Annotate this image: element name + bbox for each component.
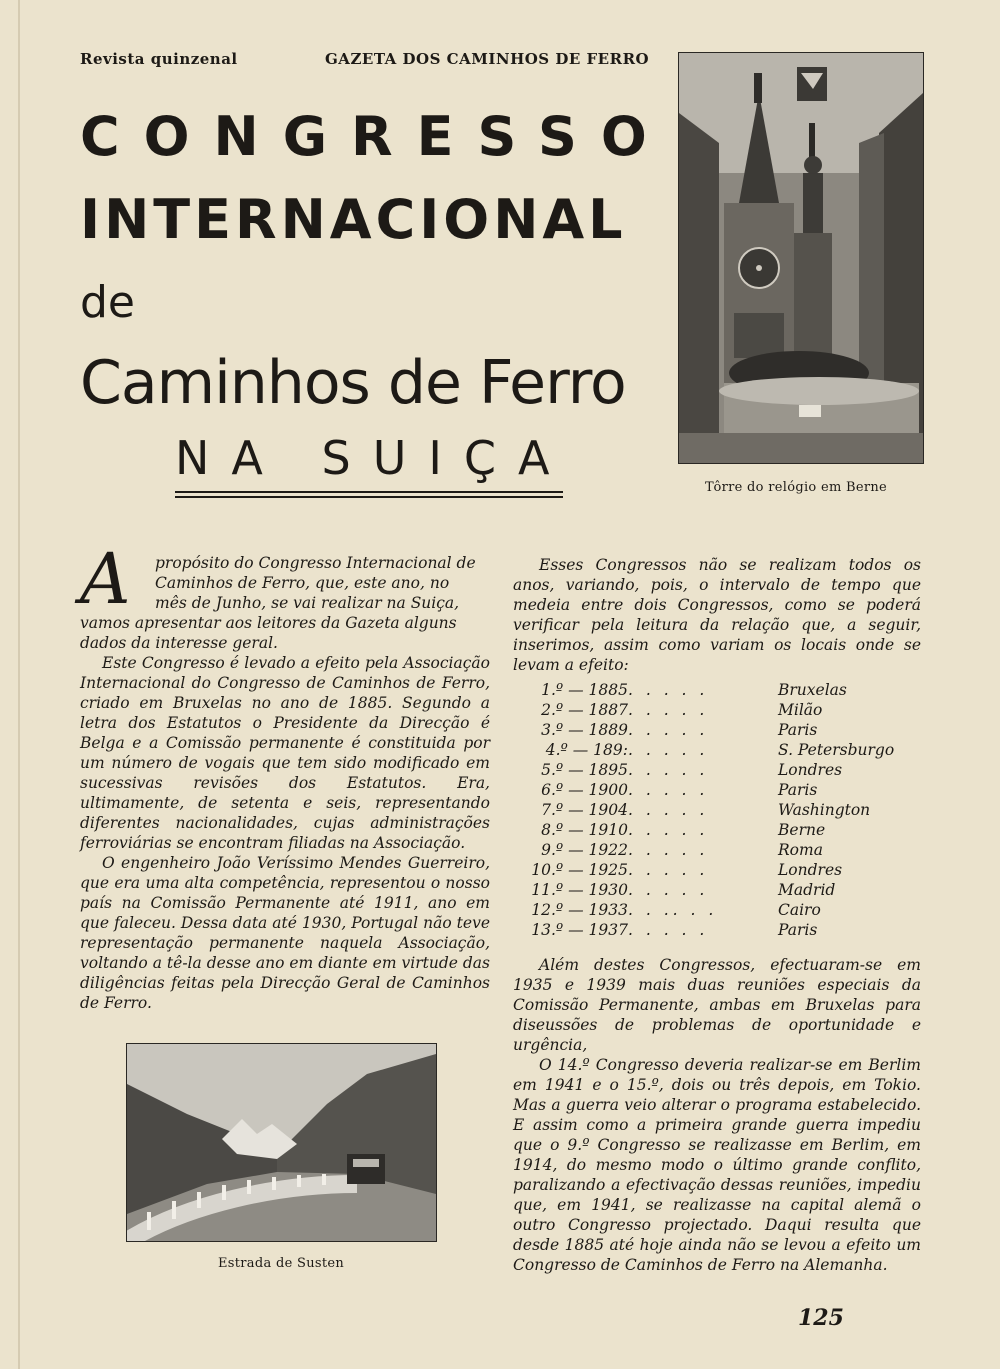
congress-number-year: 3.º — 1889	[541, 721, 628, 739]
congress-leader-dots: . . . . .	[628, 881, 709, 899]
intro-line: Caminhos de Ferro, que, este ano, no	[155, 574, 450, 592]
congress-leader-dots: . . . . .	[628, 861, 709, 879]
congress-row	[528, 880, 894, 900]
congress-leader-dots: . . .. . .	[628, 901, 718, 919]
congress-row	[528, 740, 894, 760]
congress-city: Roma	[778, 841, 823, 859]
congress-leader-dots: . . . . .	[628, 801, 709, 819]
congress-city: Paris	[778, 921, 818, 939]
congress-row	[528, 800, 894, 820]
congress-number-year: 6.º — 1900	[541, 781, 628, 799]
congress-leader-dots: . . . . .	[628, 761, 709, 779]
congress-list	[528, 680, 894, 940]
paragraph-war: O 14.º Congresso deveria realizar-se em Berlim em 1941 e o 15.º, dois ou três depois, em Tokio. Mas a guerra veio alterar o programa estabelecido. E assim como a primeira grande guerra impediu que o 9.º Congresso se realizasse em Berlim, em 1914, do mesmo modo o último grande conflito, paralizando a efectivação dessas reuniões, impediu que, em 1941, se realizasse na capital alemã o outro Congresso projectado. Daqui resulta que desde 1885 até hoje ainda não se levou a efeito um Congresso de Caminhos de Ferro na Alemanha.	[513, 1056, 921, 1274]
intro-line: dados da interesse geral.	[80, 634, 278, 652]
congress-row	[528, 900, 894, 920]
left-column-text	[80, 613, 490, 1013]
congress-leader-dots: . . . . .	[628, 781, 709, 799]
congress-city: Madrid	[778, 881, 836, 899]
congress-city: S. Petersburgo	[778, 741, 895, 759]
congress-number-year: 12.º — 1933	[531, 901, 628, 919]
congress-leader-dots: . . . . .	[628, 681, 709, 699]
congress-city: Londres	[778, 861, 843, 879]
congress-row	[528, 760, 894, 780]
title-na-suica: NA SUIÇA	[175, 431, 572, 485]
page-edge	[18, 0, 20, 1369]
congress-city: Cairo	[778, 901, 821, 919]
congress-number-year: 1.º — 1885	[541, 681, 628, 699]
drop-cap	[80, 538, 150, 620]
congress-row	[528, 780, 894, 800]
susten-road-caption: Estrada de Susten	[218, 1256, 345, 1271]
congress-number-year: 5.º — 1895	[541, 761, 628, 779]
congress-leader-dots: . . . . .	[628, 921, 709, 939]
congress-city: Washington	[778, 801, 871, 819]
congress-row	[528, 680, 894, 700]
congress-row	[528, 920, 894, 940]
intro-line: propósito do Congresso Internacional de	[155, 554, 476, 572]
congress-row	[528, 700, 894, 720]
congress-number-year: 8.º — 1910	[541, 821, 628, 839]
paragraph-special-meetings: Além destes Congressos, efectuaram-se em 1935 e 1939 mais duas reuniões especiais da Comissão Permanente, ambas em Bruxelas para diseussões de problemas de oportunidade e urgência,	[513, 956, 921, 1054]
intro-line: mês de Junho, se vai realizar na Suiça,	[155, 594, 460, 612]
susten-road-photo	[126, 1043, 437, 1242]
title-underline-2	[175, 496, 563, 498]
congress-leader-dots: . . . . .	[628, 701, 709, 719]
title-de: de	[80, 277, 135, 328]
congress-number-year: 4.º — 189:	[545, 741, 628, 759]
mountain-road-illustration	[127, 1044, 436, 1241]
congress-number-year: 9.º — 1922	[541, 841, 628, 859]
intro-lines-indented	[155, 553, 488, 613]
congress-leader-dots: . . . . .	[628, 741, 709, 759]
congress-number-year: 7.º — 1904	[541, 801, 628, 819]
intro-line: vamos apresentar aos leitores da Gazeta alguns	[80, 614, 457, 632]
right-column-text	[513, 955, 921, 1275]
congress-leader-dots: . . . . .	[628, 821, 709, 839]
congress-row	[528, 820, 894, 840]
title-caminhos-de-ferro: Caminhos de Ferro	[80, 348, 626, 418]
congress-number-year: 2.º — 1887	[541, 701, 628, 719]
title-underline-1	[175, 491, 563, 493]
paragraph-engineer: O engenheiro João Veríssimo Mendes Guerreiro, que era uma alta competência, representou o nosso país na Comissão Permanente até 1911, ano em que faleceu. Dessa data até 1930, Portugal não teve representação permanente naquela Associação, voltando a tê-la desse ano em diante em virtude das diligências feitas pela Direcção Geral de Caminhos de Ferro.	[80, 854, 490, 1012]
clock-tower-illustration	[679, 53, 923, 463]
clock-tower-photo	[678, 52, 924, 464]
congress-row	[528, 840, 894, 860]
congress-row	[528, 860, 894, 880]
right-column-intro	[513, 555, 921, 675]
title-congresso: CONGRESSO	[80, 105, 671, 168]
header-periodicity: Revista quinzenal	[80, 50, 238, 68]
congress-city: Berne	[778, 821, 826, 839]
congress-leader-dots: . . . . .	[628, 841, 709, 859]
congress-leader-dots: . . . . .	[628, 721, 709, 739]
congress-city: Paris	[778, 781, 818, 799]
congress-number-year: 10.º — 1925	[531, 861, 628, 879]
congress-city: Bruxelas	[778, 681, 847, 699]
congress-number-year: 11.º — 1930	[531, 881, 628, 899]
congress-city: Londres	[778, 761, 843, 779]
drop-cap-letter: A	[80, 538, 131, 620]
clock-tower-caption: Tôrre do relógio em Berne	[705, 480, 888, 495]
paragraph-association: Este Congresso é levado a efeito pela Associação Internacional do Congresso de Caminhos de Ferro, criado em Bruxelas no ano de 1885. Segundo a letra dos Estatutos o Presidente da Direcção é Belga e a Comissão permanente é constituida por um número de vogais que tem sido modificado em sucessivas revisões dos Estatutos. Era, ultimamente, de setenta e seis, representando diferentes nacionalidades, cujas administrações ferroviárias se encontram filiadas na Associação.	[80, 654, 490, 852]
congress-city: Paris	[778, 721, 818, 739]
congress-row	[528, 720, 894, 740]
paragraph-intervals: Esses Congressos não se realizam todos os anos, variando, pois, o intervalo de tempo que medeia entre dois Congressos, como se poderá verificar pela leitura da relação que, a seguir, inserimos, assim como variam os locais onde se levam a efeito:	[513, 556, 921, 674]
page-number: 125	[798, 1305, 844, 1331]
congress-city: Milão	[778, 701, 823, 719]
title-internacional: INTERNACIONAL	[80, 188, 627, 251]
congress-number-year: 13.º — 1937	[531, 921, 628, 939]
header-magazine-title: GAZETA DOS CAMINHOS DE FERRO	[325, 50, 650, 68]
